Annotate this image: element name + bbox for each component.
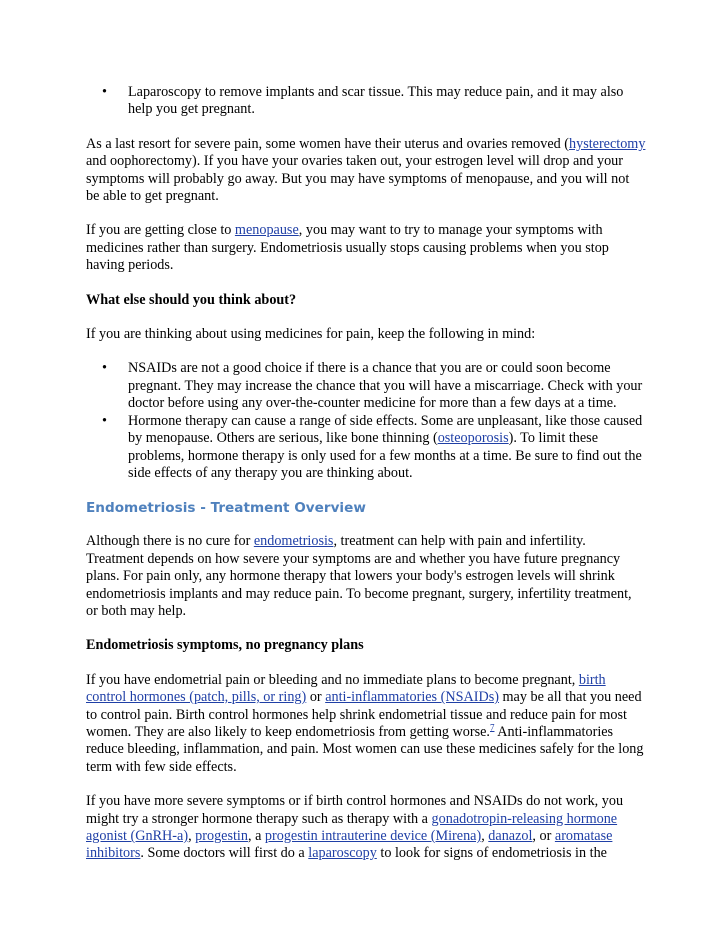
link-progestin[interactable]: progestin	[195, 828, 248, 844]
heading-what-else: What else should you think about?	[86, 291, 297, 308]
document-page	[86, 84, 646, 880]
link-hysterectomy[interactable]: hysterectomy	[569, 135, 646, 152]
bullet-list-surgery	[86, 84, 646, 119]
list-item: • NSAIDs are not a good choice if there is a chance that you are or could soon become pregnant. They may increase the chance that you will have a miscarriage. Check with your doctor before using any over-the-counter medicine for more than a few days at a time.	[102, 360, 643, 412]
paragraph-severe-symptoms: If you have more severe symptoms or if birth control hormones and NSAIDs do not work, you might try a stronger hormone therapy such as therapy with a gonadotropin-releasing hormone agonist (GnRH-a), progestin, a progestin intrauterine device (Mirena), danazol, or aromatase inhibitors. Some doctors will first do a laparoscopy to look for signs of endometriosis in the	[86, 793, 624, 862]
link-osteoporosis[interactable]: osteoporosis	[437, 430, 509, 447]
paragraph-no-plans: If you have endometrial pain or bleeding and no immediate plans to become pregnant, birth control hormones (patch, pills, or ring) or anti-inflammatories (NSAIDs) may be all that you need to control pain. Birth control hormones help shrink endometrial tissue and reduce pain for most women. They are also likely to keep endometriosis from getting worse.$^7$ Anti-inflammatories reduce bleeding, inflammation, and pain. Most women can use these medicines safely for the long term with few side effects.	[86, 671, 644, 775]
list-item: • Hormone therapy can cause a range of side effects. Some are unpleasant, like those caused by menopause. Others are serious, like bone thinning (osteoporosis). To limit these problems, hormone therapy is only used for a few months at a time. Be sure to find out the side effects of any therapy you are thinking about.	[102, 412, 643, 481]
link-laparoscopy[interactable]: laparoscopy	[308, 845, 377, 862]
list-item: • Laparoscopy to remove implants and scar tissue. This may reduce pain, and it may also help you get pregnant.	[102, 84, 624, 118]
link-birth-control-hormones[interactable]: birth control hormones (patch, pills, or ring)	[86, 671, 606, 706]
footnote-link[interactable]: 7	[489, 722, 495, 733]
paragraph-overview: Although there is no cure for endometriosis, treatment can help with pain and infertility. Treatment depends on how severe your symptoms are and whether you have future pregnancy plans. For pain only, any hormone therapy that lowers your body's estrogen levels will shrink endometriosis implants and may reduce pain. To become pregnant, surgery, infertility treatment, or both may help.	[86, 533, 632, 619]
link-aromatase-inhibitors[interactable]: aromatase inhibitors	[86, 828, 613, 862]
bullet-list-medicines	[86, 360, 646, 482]
paragraph-last-resort: As a last resort for severe pain, some women have their uterus and ovaries removed (hysterectomy and oophorectomy). If you have your ovaries taken out, your estrogen level will drop and your symptoms will probably go away. But you may have symptoms of menopause, and you will not be able to get pregnant.	[86, 135, 646, 205]
heading-no-pregnancy-plans: Endometriosis symptoms, no pregnancy plans	[86, 637, 364, 654]
paragraph-medicines-intro: If you are thinking about using medicines for pain, keep the following in mind:	[86, 326, 536, 343]
link-endometriosis[interactable]: endometriosis	[253, 533, 334, 550]
link-progestin-iud[interactable]: progestin intrauterine device (Mirena)	[264, 828, 482, 844]
bullet-dot-icon: •	[102, 84, 107, 100]
link-menopause[interactable]: menopause	[234, 222, 299, 239]
bullet-dot-icon: •	[102, 360, 107, 377]
section-heading-treatment-overview: Endometriosis - Treatment Overview	[86, 500, 366, 517]
link-gnrh-agonist[interactable]: gonadotropin-releasing hormone agonist (GnRH-a)	[86, 810, 618, 844]
link-anti-inflammatories[interactable]: anti-inflammatories (NSAIDs)	[325, 689, 499, 706]
link-danazol[interactable]: danazol	[488, 828, 533, 844]
paragraph-menopause: If you are getting close to menopause, you may want to try to manage your symptoms with medicines rather than surgery. Endometriosis usually stops causing problems when you stop having periods.	[86, 222, 609, 274]
bullet-dot-icon: •	[102, 412, 107, 429]
